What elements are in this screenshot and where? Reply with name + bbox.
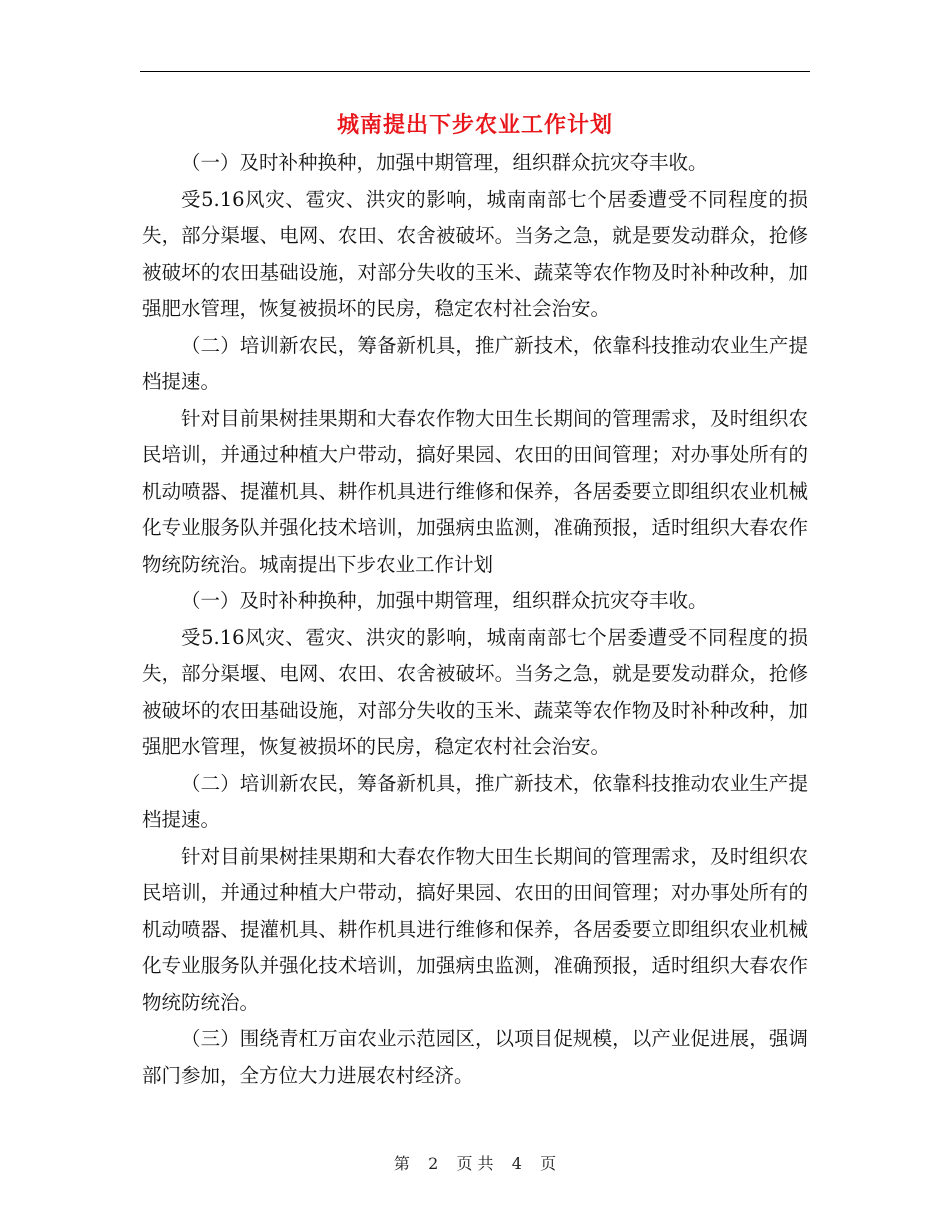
document-body [142,145,808,1094]
paragraph: （三）围绕青杠万亩农业示范园区，以项目促规模，以产业促进展，强调部门参加，全方位大力进展农村经济。 [142,1027,808,1087]
document-title: 城南提出下步农业工作计划 [336,112,613,138]
paragraph: （一）及时补种换种，加强中期管理，组织群众抗灾夺丰收。 [181,589,708,612]
page-footer [0,1152,950,1176]
footer-middle: 页 共 [456,1154,494,1173]
header-rule [140,71,810,72]
current-page-number: 2 [428,1154,439,1173]
footer-prefix: 第 [393,1154,410,1173]
paragraph: （二）培训新农民，筹备新机具，推广新技术，依靠科技推动农业生产提档提速。 [142,771,808,831]
footer-suffix: 页 [540,1154,557,1173]
paragraph: 针对目前果树挂果期和大春农作物大田生长期间的管理需求，及时组织农民培训，并通过种植大户带动，搞好果园、农田的田间管理；对办事处所有的机动喷器、提灌机具、耕作机具进行维修和保养，各居委要立即组织农业机械化专业服务队并强化技术培训，加强病虫监测，准确预报，适时组织大春农作物统防统治。 [142,844,808,1014]
paragraph: 受5.16风灾、雹灾、洪灾的影响，城南南部七个居委遭受不同程度的损失，部分渠堰、电网、农田、农舍被破坏。当务之急，就是要发动群众，抢修被破坏的农田基础设施，对部分失收的玉米、蔬菜等农作物及时补种改种，加强肥水管理，恢复被损坏的民房，稳定农村社会治安。 [142,187,808,320]
paragraph: （二）培训新农民，筹备新机具，推广新技术，依靠科技推动农业生产提档提速。 [142,333,808,393]
paragraph: （一）及时补种换种，加强中期管理，组织群众抗灾夺丰收。 [181,151,708,174]
total-pages-number: 4 [511,1154,522,1173]
paragraph: 受5.16风灾、雹灾、洪灾的影响，城南南部七个居委遭受不同程度的损失，部分渠堰、电网、农田、农舍被破坏。当务之急，就是要发动群众，抢修被破坏的农田基础设施，对部分失收的玉米、蔬菜等农作物及时补种改种，加强肥水管理，恢复被损坏的民房，稳定农村社会治安。 [142,625,808,758]
paragraph: 针对目前果树挂果期和大春农作物大田生长期间的管理需求，及时组织农民培训，并通过种植大户带动，搞好果园、农田的田间管理；对办事处所有的机动喷器、提灌机具、耕作机具进行维修和保养，各居委要立即组织农业机械化专业服务队并强化技术培训，加强病虫监测，准确预报，适时组织大春农作物统防统治。城南提出下步农业工作计划 [142,406,808,576]
